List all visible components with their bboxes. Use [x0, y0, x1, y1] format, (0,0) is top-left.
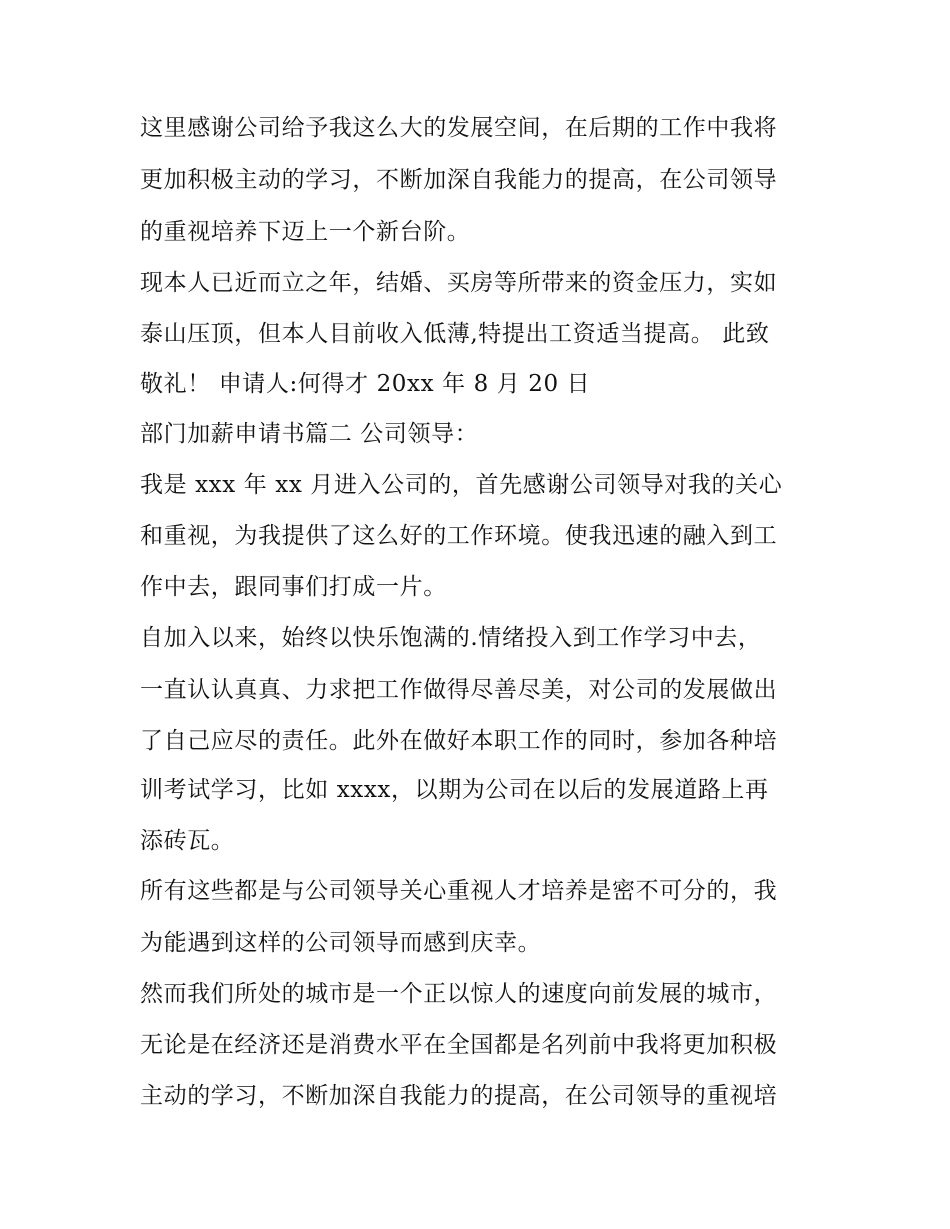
text-line: 现本人已近而立之年，结婚、买房等所带来的资金压力，实如: [140, 270, 778, 296]
text-line: 主动的学习，不断加深自我能力的提高，在公司领导的重视培: [140, 1083, 778, 1109]
text-line: 无论是在经济还是消费水平在全国都是名列前中我将更加积极: [140, 1032, 778, 1058]
section-heading: 部门加薪申请书篇二 公司领导：: [140, 421, 479, 447]
text-line: 一直认认真真、力求把工作做得尽善尽美，对公司的发展做出: [140, 677, 778, 703]
text-line: 这里感谢公司给予我这么大的发展空间，在后期的工作中我将: [140, 115, 778, 141]
text-line: 训考试学习，比如 xxxx，以期为公司在以后的发展道路上再: [140, 777, 769, 803]
text-line: 作中去，跟同事们打成一片。: [140, 574, 447, 600]
text-line: 的重视培养下迈上一个新台阶。: [140, 219, 471, 245]
text-line: 添砖瓦。: [140, 828, 235, 854]
text-line: 了自己应尽的责任。此外在做好本职工作的同时，参加各种培: [140, 728, 778, 754]
text-line: 自加入以来，始终以快乐饱满的.情绪投入到工作学习中去，: [140, 625, 762, 651]
text-line: 和重视，为我提供了这么好的工作环境。使我迅速的融入到工: [140, 523, 778, 549]
text-line: 为能遇到这样的公司领导而感到庆幸。: [140, 930, 542, 956]
text-line: 我是 xxx 年 xx 月进入公司的，首先感谢公司领导对我的关心: [140, 472, 783, 498]
text-line: 泰山压顶，但本人目前收入低薄,特提出工资适当提高。 此致: [140, 321, 770, 347]
text-line: 更加积极主动的学习，不断加深自我能力的提高，在公司领导: [140, 167, 778, 193]
text-line: 然而我们所处的城市是一个正以惊人的速度向前发展的城市，: [140, 981, 778, 1007]
text-line: 敬礼！ 申请人:何得才 20xx 年 8 月 20 日: [140, 371, 591, 397]
text-line: 所有这些都是与公司领导关心重视人才培养是密不可分的，我: [140, 878, 778, 904]
